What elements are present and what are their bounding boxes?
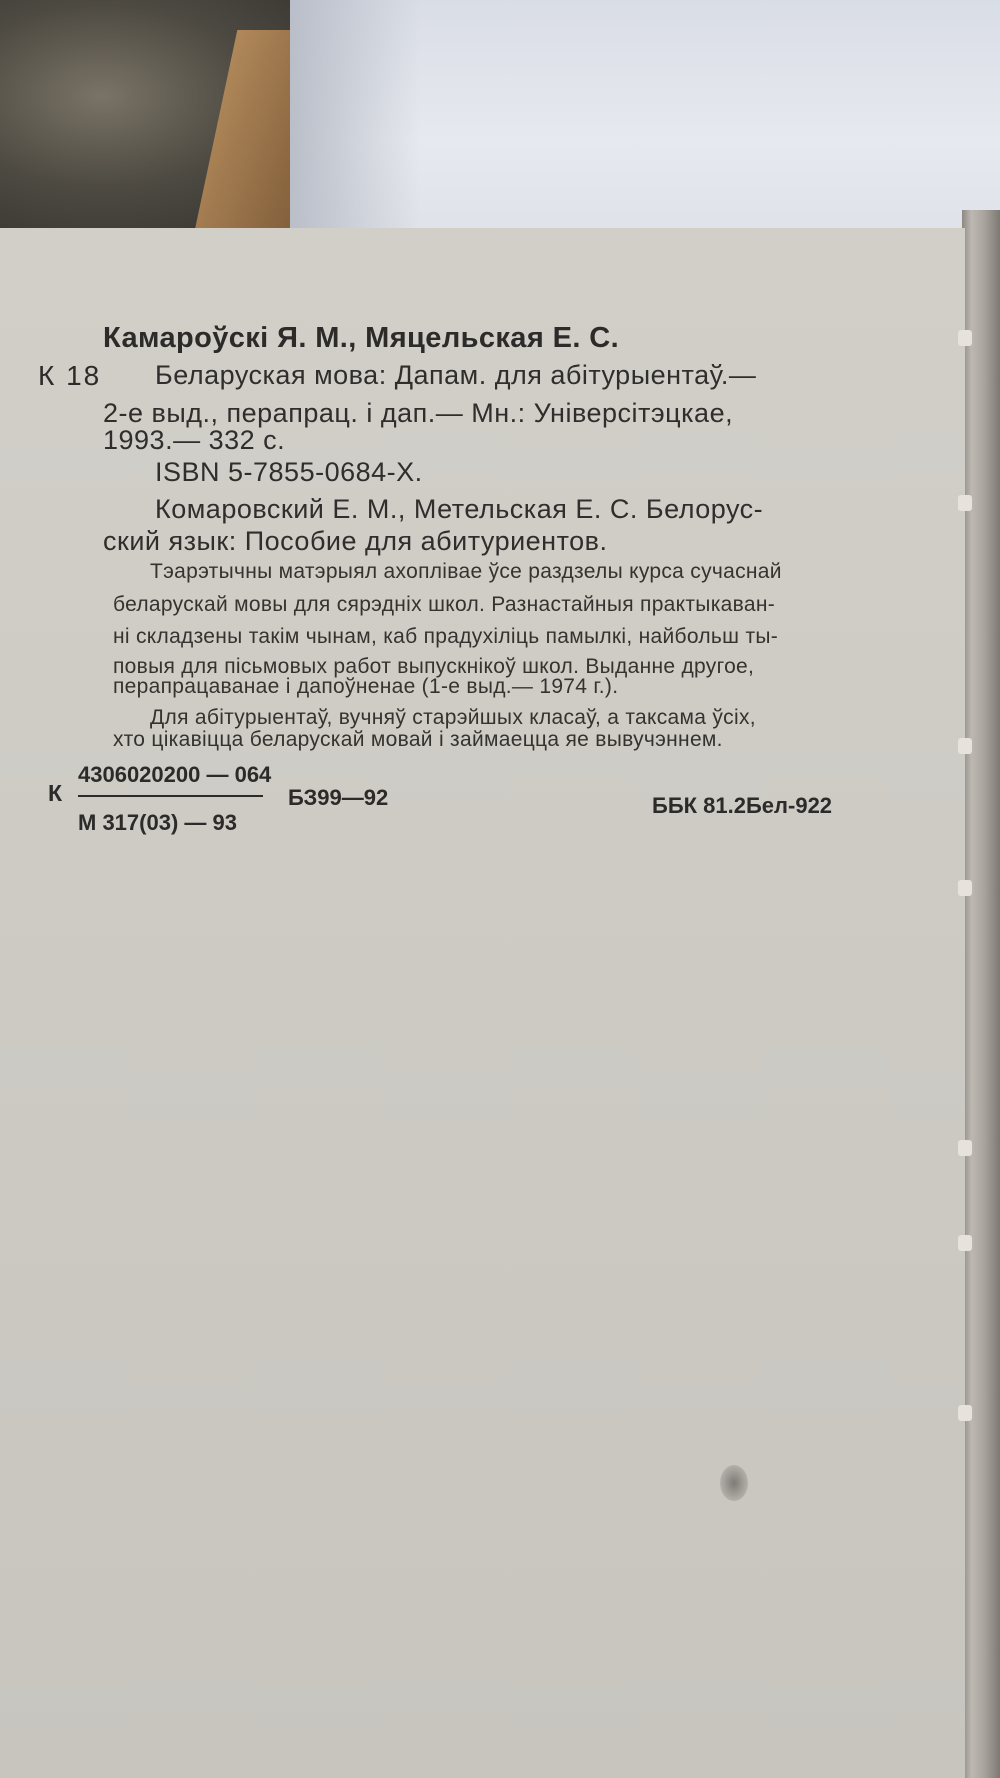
annotation-line: ні складзены такім чынам, каб прадухіліць памылкі, найбольш ты-: [113, 625, 779, 648]
page-edge-tab: [958, 1235, 972, 1251]
bibliographic-line: ский язык: Пособие для абитуриентов.: [103, 526, 608, 556]
page-edge-tab: [958, 880, 972, 896]
bibliographic-line: Беларуская мова: Дапам. для абітурыентаў.—: [155, 360, 757, 390]
bibliographic-line: Комаровский Е. М., Метельская Е. С. Белорус-: [155, 494, 764, 524]
annotation-line: Для абітурыентаў, вучняў старэйшых класаў, а таксама ўсіх,: [150, 706, 756, 729]
fraction-divider: [78, 795, 263, 797]
fraction-prefix: К: [48, 780, 63, 806]
page-edge-tab: [958, 1405, 972, 1421]
page-stack-edge: [962, 210, 1000, 1778]
annotation-line: хто цікавіцца беларускай мовай і займаецца яе вывучэннем.: [113, 728, 723, 751]
annotation-line: перапрацаванае і дапоўненае (1-е выд.— 1974 г.).: [113, 675, 619, 698]
paper-shadow: [290, 0, 420, 235]
fraction-numerator: 4306020200 — 064: [78, 762, 272, 787]
fraction-denominator: М 317(03) — 93: [78, 810, 237, 835]
bbk-code: ББК 81.2Бел-922: [652, 793, 833, 818]
page-edge-tab: [958, 1140, 972, 1156]
page-edge-tab: [958, 330, 972, 346]
page-edge-tab: [958, 738, 972, 754]
authors-heading: Камароўскі Я. М., Мяцельская Е. С.: [103, 322, 620, 354]
publishing-plan-code: БЗ99—92: [288, 785, 389, 810]
isbn-line: ISBN 5-7855-0684-Х.: [155, 457, 423, 487]
page-smudge: [720, 1465, 748, 1501]
bibliographic-line: 2-е выд., перапрац. і дап.— Мн.: Універсітэцкае,: [103, 398, 734, 428]
book-page: [0, 228, 965, 1778]
annotation-line: беларускай мовы для сярэдніх школ. Разнастайныя практыкаван-: [113, 593, 776, 616]
classification-code: К 18: [38, 360, 102, 391]
annotation-line: повыя для пісьмовых работ выпускнікоў школ. Выданне другое,: [113, 655, 755, 678]
page-edge-tab: [958, 495, 972, 511]
bibliographic-line: 1993.— 332 с.: [103, 425, 286, 455]
annotation-line: Тэарэтычны матэрыял ахоплівае ўсе раздзелы курса сучаснай: [150, 560, 782, 583]
